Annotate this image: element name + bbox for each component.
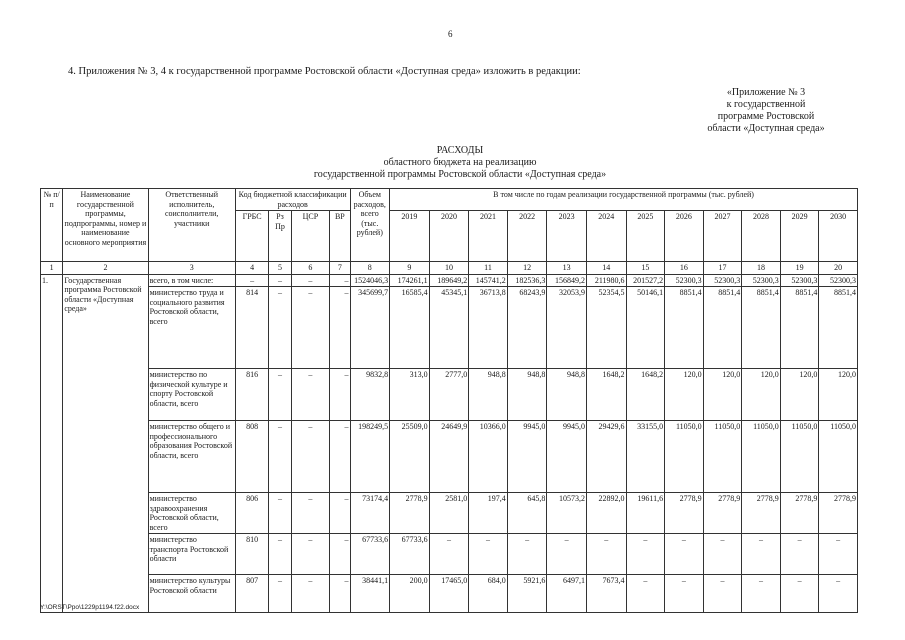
executor-cell: министерство здравоохранения Ростовской области, всего [148, 493, 235, 534]
table-title [250, 145, 670, 181]
year-value-cell: 9945,0 [507, 421, 547, 493]
year-value-cell: 313,0 [390, 369, 430, 421]
year-value-cell: – [819, 575, 858, 613]
year-value-cell: – [429, 534, 469, 575]
column-number: 11 [469, 262, 508, 275]
year-value-cell: 2778,9 [780, 493, 819, 534]
year-value-cell: – [547, 534, 587, 575]
grbs-cell: 808 [235, 421, 268, 493]
vr-cell: – [330, 493, 350, 534]
title-line: областного бюджета на реализацию [383, 157, 537, 168]
rzpr-cell: – [269, 534, 291, 575]
year-value-cell: 17465,0 [429, 575, 469, 613]
year-value-cell: 36713,8 [469, 287, 508, 369]
year-value-cell: – [626, 575, 665, 613]
appendix-line: «Приложение № 3 [726, 87, 806, 98]
vr-cell: – [330, 534, 350, 575]
year-value-cell: 25509,0 [390, 421, 430, 493]
total-cell: 73174,4 [350, 493, 390, 534]
year-value-cell: 684,0 [469, 575, 508, 613]
header-years-group: В том числе по годам реализации государственной программы (тыс. рублей) [390, 189, 858, 211]
header-year: 2027 [703, 211, 742, 262]
year-value-cell: – [665, 534, 704, 575]
header-year: 2026 [665, 211, 704, 262]
year-value-cell: 7673,4 [586, 575, 626, 613]
csr-cell: – [291, 287, 330, 369]
table-row [41, 534, 858, 575]
rzpr-cell: – [269, 493, 291, 534]
vr-cell: – [330, 421, 350, 493]
year-value-cell: 11050,0 [819, 421, 858, 493]
year-value-cell: 8851,4 [703, 287, 742, 369]
header-csr: ЦСР [291, 211, 330, 262]
year-value-cell: 156849,2 [547, 274, 587, 287]
header-year: 2028 [742, 211, 781, 262]
year-value-cell: 2778,9 [819, 493, 858, 534]
year-value-cell: 9945,0 [547, 421, 587, 493]
appendix-line: программе Ростовской [717, 111, 815, 122]
year-value-cell: 11050,0 [703, 421, 742, 493]
csr-cell: – [291, 575, 330, 613]
year-value-cell: – [469, 534, 508, 575]
total-cell: 67733,6 [350, 534, 390, 575]
year-value-cell: 197,4 [469, 493, 508, 534]
year-value-cell: 11050,0 [742, 421, 781, 493]
table-row [41, 287, 858, 369]
year-value-cell: 52354,5 [586, 287, 626, 369]
year-value-cell: – [742, 534, 781, 575]
year-value-cell: 52300,3 [703, 274, 742, 287]
header-total: Объем расходов, всего (тыс. рублей) [350, 189, 390, 262]
appendix-caption [696, 87, 836, 135]
year-value-cell: 201527,2 [626, 274, 665, 287]
year-value-cell: 2778,9 [703, 493, 742, 534]
grbs-cell: – [235, 274, 268, 287]
executor-cell: министерство труда и социального развития Ростовской области, всего [148, 287, 235, 369]
program-number: 1. [41, 274, 63, 613]
column-number: 1 [41, 262, 63, 275]
year-value-cell: 120,0 [819, 369, 858, 421]
executor-cell: всего, в том числе: [148, 274, 235, 287]
grbs-cell: 807 [235, 575, 268, 613]
column-number: 2 [63, 262, 148, 275]
column-number: 20 [819, 262, 858, 275]
year-value-cell: 22892,0 [586, 493, 626, 534]
column-number: 14 [586, 262, 626, 275]
header-year: 2025 [626, 211, 665, 262]
year-value-cell: – [626, 534, 665, 575]
column-number: 10 [429, 262, 469, 275]
year-value-cell: 52300,3 [742, 274, 781, 287]
title-line: государственной программы Ростовской области «Доступная среда» [313, 169, 607, 180]
header-year: 2020 [429, 211, 469, 262]
column-number: 12 [507, 262, 547, 275]
header-year: 2019 [390, 211, 430, 262]
header-year: 2029 [780, 211, 819, 262]
executor-cell: министерство транспорта Ростовской области [148, 534, 235, 575]
year-value-cell: 145741,2 [469, 274, 508, 287]
grbs-cell: 814 [235, 287, 268, 369]
header-year: 2030 [819, 211, 858, 262]
program-name: Государственная программа Ростовской области «Доступная среда» [63, 274, 148, 613]
year-value-cell: – [742, 575, 781, 613]
year-value-cell: – [507, 534, 547, 575]
appendix-line: области «Доступная среда» [707, 123, 825, 134]
csr-cell: – [291, 369, 330, 421]
year-value-cell: 16585,4 [390, 287, 430, 369]
header-no: № п/п [41, 189, 63, 262]
column-number: 8 [350, 262, 390, 275]
year-value-cell: – [665, 575, 704, 613]
column-number: 7 [330, 262, 350, 275]
year-value-cell: 52300,3 [780, 274, 819, 287]
year-value-cell: 52300,3 [819, 274, 858, 287]
vr-cell: – [330, 287, 350, 369]
total-cell: 1524046,3 [350, 274, 390, 287]
column-number: 13 [547, 262, 587, 275]
year-value-cell: 200,0 [390, 575, 430, 613]
year-value-cell: – [819, 534, 858, 575]
year-value-cell: 120,0 [780, 369, 819, 421]
csr-cell: – [291, 493, 330, 534]
year-value-cell: – [703, 575, 742, 613]
year-value-cell: 67733,6 [390, 534, 430, 575]
year-value-cell: 2778,9 [390, 493, 430, 534]
year-value-cell: 2581,0 [429, 493, 469, 534]
year-value-cell: 2778,9 [665, 493, 704, 534]
year-value-cell: – [780, 575, 819, 613]
year-value-cell: 174261,1 [390, 274, 430, 287]
year-value-cell: 11050,0 [665, 421, 704, 493]
file-path-footer: Y:\ORST\Ppo\1229p1194.f22.docx [40, 604, 140, 611]
year-value-cell: 645,8 [507, 493, 547, 534]
grbs-cell: 816 [235, 369, 268, 421]
executor-cell: министерство общего и профессионального образования Ростовской области, всего [148, 421, 235, 493]
year-value-cell: 948,8 [469, 369, 508, 421]
vr-cell: – [330, 369, 350, 421]
csr-cell: – [291, 421, 330, 493]
year-value-cell: 182536,3 [507, 274, 547, 287]
year-value-cell: 52300,3 [665, 274, 704, 287]
intro-text: 4. Приложения № 3, 4 к государственной программе Ростовской области «Доступная среда» изложить в редакции: [68, 66, 581, 77]
executor-cell: министерство по физической культуре и спорту Ростовской области, всего [148, 369, 235, 421]
header-executor: Ответственный исполнитель, соисполнители, участники [148, 189, 235, 262]
header-year: 2022 [507, 211, 547, 262]
rzpr-cell: – [269, 274, 291, 287]
year-value-cell: 50146,1 [626, 287, 665, 369]
column-number: 15 [626, 262, 665, 275]
year-value-cell: 120,0 [703, 369, 742, 421]
year-value-cell: 211980,6 [586, 274, 626, 287]
header-vr: ВР [330, 211, 350, 262]
vr-cell: – [330, 575, 350, 613]
year-value-cell: 2777,0 [429, 369, 469, 421]
year-value-cell: 29429,6 [586, 421, 626, 493]
table-row [41, 493, 858, 534]
executor-cell: министерство культуры Ростовской области [148, 575, 235, 613]
year-value-cell: 33155,0 [626, 421, 665, 493]
header-year: 2023 [547, 211, 587, 262]
vr-cell: – [330, 274, 350, 287]
year-value-cell: 11050,0 [780, 421, 819, 493]
total-cell: 198249,5 [350, 421, 390, 493]
year-value-cell: 5921,6 [507, 575, 547, 613]
table-row [41, 369, 858, 421]
title-line: РАСХОДЫ [436, 145, 484, 156]
year-value-cell: 32053,9 [547, 287, 587, 369]
year-value-cell: 189649,2 [429, 274, 469, 287]
year-value-cell: 45345,1 [429, 287, 469, 369]
header-grbs: ГРБС [235, 211, 268, 262]
year-value-cell: 8851,4 [780, 287, 819, 369]
year-value-cell: 2778,9 [742, 493, 781, 534]
column-number: 16 [665, 262, 704, 275]
header-year: 2024 [586, 211, 626, 262]
table-row [41, 274, 858, 287]
grbs-cell: 810 [235, 534, 268, 575]
column-number: 3 [148, 262, 235, 275]
rzpr-cell: – [269, 287, 291, 369]
year-value-cell: 948,8 [547, 369, 587, 421]
column-number: 9 [390, 262, 430, 275]
csr-cell: – [291, 534, 330, 575]
year-value-cell: 10573,2 [547, 493, 587, 534]
rzpr-cell: – [269, 575, 291, 613]
column-number: 5 [269, 262, 291, 275]
column-number: 19 [780, 262, 819, 275]
year-value-cell: 8851,4 [665, 287, 704, 369]
year-value-cell: 8851,4 [742, 287, 781, 369]
column-number: 6 [291, 262, 330, 275]
page-number: 6 [448, 29, 453, 39]
header-budget-code: Код бюджетной классификации расходов [235, 189, 350, 211]
year-value-cell: 948,8 [507, 369, 547, 421]
header-year: 2021 [469, 211, 508, 262]
year-value-cell: 120,0 [742, 369, 781, 421]
table-row [41, 575, 858, 613]
year-value-cell: 120,0 [665, 369, 704, 421]
year-value-cell: 68243,9 [507, 287, 547, 369]
year-value-cell: 19611,6 [626, 493, 665, 534]
year-value-cell: – [586, 534, 626, 575]
year-value-cell: – [780, 534, 819, 575]
budget-table [40, 188, 858, 613]
column-number: 4 [235, 262, 268, 275]
year-value-cell: 10366,0 [469, 421, 508, 493]
year-value-cell: 24649,9 [429, 421, 469, 493]
header-name: Наименование государственной программы, подпрограммы, номер и наименование основного мероприятия [63, 189, 148, 262]
table-row [41, 421, 858, 493]
total-cell: 9832,8 [350, 369, 390, 421]
column-number: 17 [703, 262, 742, 275]
column-number: 18 [742, 262, 781, 275]
total-cell: 345699,7 [350, 287, 390, 369]
year-value-cell: 1648,2 [626, 369, 665, 421]
total-cell: 38441,1 [350, 575, 390, 613]
grbs-cell: 806 [235, 493, 268, 534]
column-number-row [41, 262, 858, 275]
rzpr-cell: – [269, 369, 291, 421]
year-value-cell: 6497,1 [547, 575, 587, 613]
year-value-cell: 8851,4 [819, 287, 858, 369]
header-rzpr: Рз Пр [269, 211, 291, 262]
year-value-cell: 1648,2 [586, 369, 626, 421]
csr-cell: – [291, 274, 330, 287]
rzpr-cell: – [269, 421, 291, 493]
appendix-line: к государственной [726, 99, 806, 110]
year-value-cell: – [703, 534, 742, 575]
